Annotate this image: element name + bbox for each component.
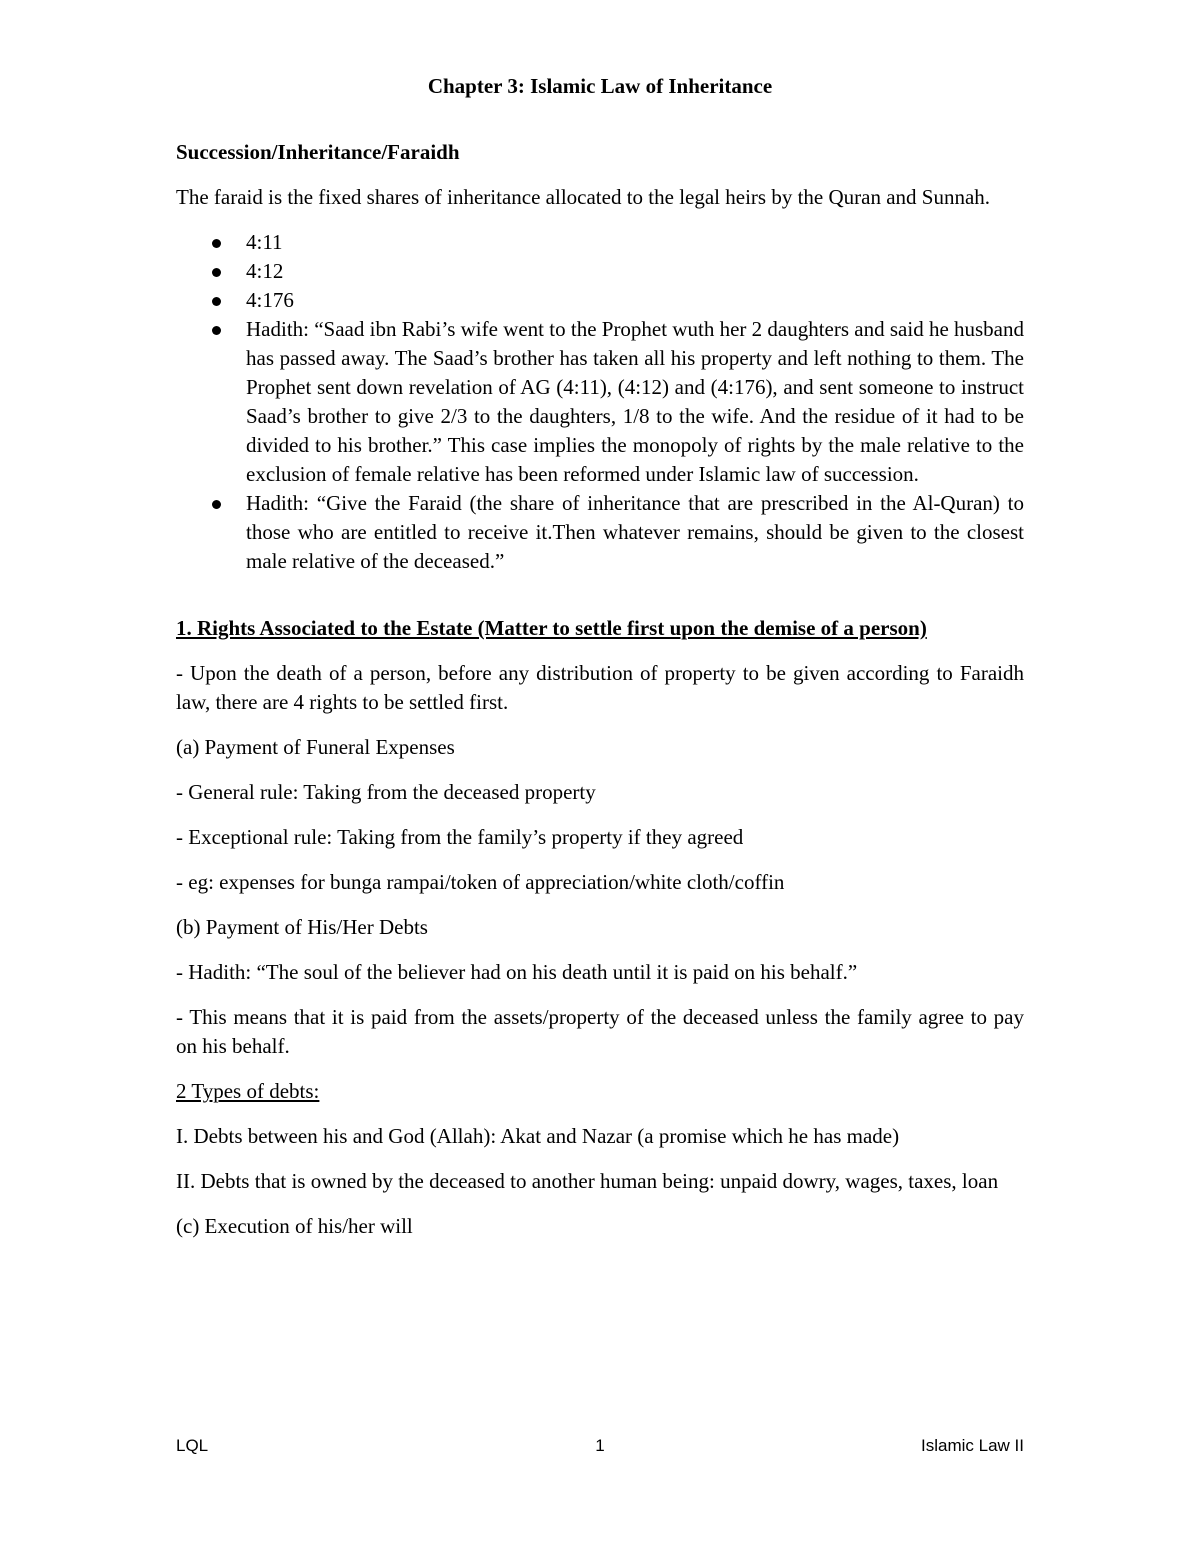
section-1-intro: - Upon the death of a person, before any distribution of property to be given according to Faraidh law, there are 4 rights to be settled first.	[176, 661, 1024, 714]
debts-hadith: - Hadith: “The soul of the believer had on his death until it is paid on his behalf.”	[176, 960, 858, 984]
page-footer	[176, 1434, 1024, 1464]
intro-paragraph: The faraid is the fixed shares of inheritance allocated to the legal heirs by the Quran and Sunnah.	[176, 185, 991, 209]
list-item	[176, 489, 1024, 576]
bullet-icon	[212, 326, 221, 335]
footer-left-text: LQL	[176, 1436, 209, 1455]
debt-type-1: I. Debts between his and God (Allah): Akat and Nazar (a promise which he has made)	[176, 1124, 900, 1148]
bullet-icon	[212, 297, 221, 306]
funeral-example: - eg: expenses for bunga rampai/token of appreciation/white cloth/coffin	[176, 870, 785, 894]
list-item	[176, 257, 1024, 286]
will-execution-title: (c) Execution of his/her will	[176, 1214, 413, 1238]
funeral-expenses-title: (a) Payment of Funeral Expenses	[176, 735, 455, 759]
debt-types-heading: 2 Types of debts:	[176, 1079, 320, 1103]
list-item-text: 4:11	[246, 230, 283, 254]
list-item-text: Hadith: “Saad ibn Rabi’s wife went to the Prophet wuth her 2 daughters and said he husband has passed away. The Saad’s brother has taken all his property and left nothing to them. The Prophet sent down revelation of AG (4:11), (4:12) and (4:176), and sent someone to instruct Saad’s brother to give 2/3 to the daughters, 1/8 to the wife. And the residue of it had to be divided to his brother.” This case implies the monopoly of rights by the male relative to the exclusion of female relative has been reformed under Islamic law of succession.	[246, 317, 1025, 486]
footer-right-text: Islamic Law II	[921, 1436, 1024, 1455]
general-rule: - General rule: Taking from the deceased property	[176, 780, 596, 804]
bullet-icon	[212, 500, 221, 509]
debt-type-2: II. Debts that is owned by the deceased to another human being: unpaid dowry, wages, taxes, loan	[176, 1169, 999, 1193]
list-item-text: Hadith: “Give the Faraid (the share of inheritance that are prescribed in the Al-Quran) to those who are entitled to receive it.Then whatever remains, should be given to the closest male relative of the deceased.”	[246, 491, 1024, 573]
section-1-heading: 1. Rights Associated to the Estate (Matter to settle first upon the demise of a person)	[176, 616, 927, 640]
debts-explanation: - This means that it is paid from the assets/property of the deceased unless the family agree to pay on his behalf.	[176, 1005, 1024, 1058]
chapter-title: Chapter 3: Islamic Law of Inheritance	[427, 74, 773, 98]
bullet-icon	[212, 268, 221, 277]
page-number: 1	[595, 1436, 605, 1455]
bullet-icon	[212, 239, 221, 248]
reference-list	[176, 228, 1024, 576]
list-item	[176, 286, 1024, 315]
list-item	[176, 228, 1024, 257]
document-body	[176, 68, 1024, 1257]
subheading: Succession/Inheritance/Faraidh	[176, 140, 460, 164]
list-item-text: 4:176	[246, 288, 294, 312]
exceptional-rule: - Exceptional rule: Taking from the family’s property if they agreed	[176, 825, 744, 849]
debts-title: (b) Payment of His/Her Debts	[176, 915, 428, 939]
list-item	[176, 315, 1024, 489]
list-item-text: 4:12	[246, 259, 284, 283]
